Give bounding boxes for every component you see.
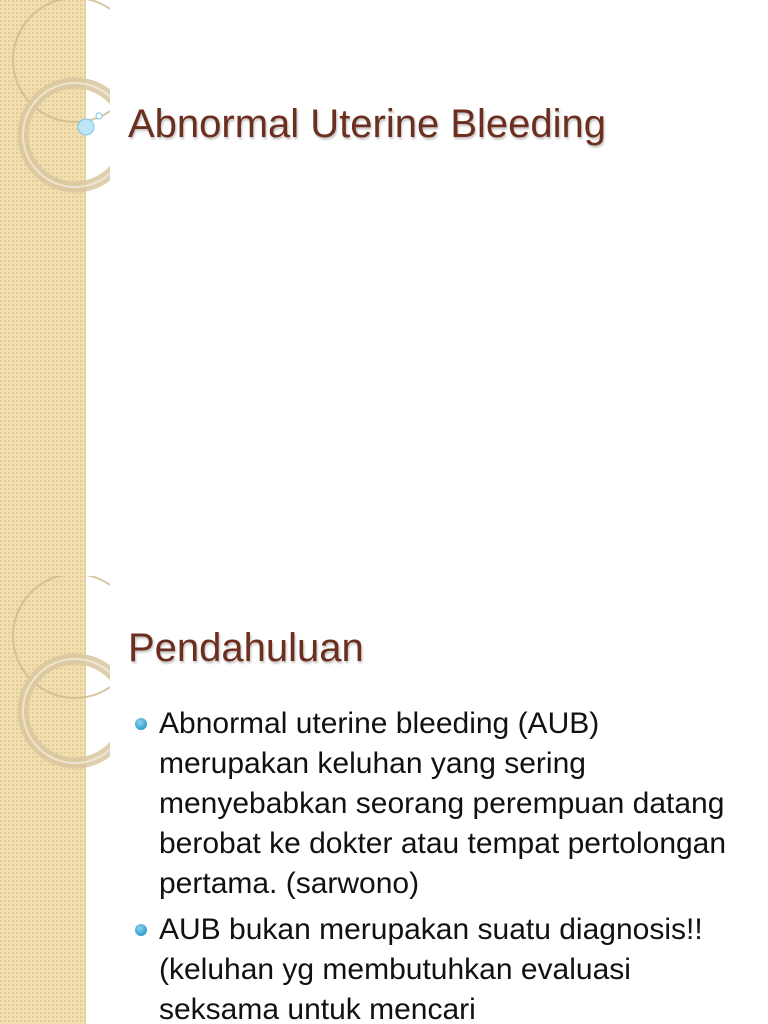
bullet-dot-icon	[135, 718, 147, 730]
list-item	[132, 704, 742, 904]
side-decoration-strip	[0, 0, 86, 576]
slide-title: Abnormal Uterine Bleeding	[128, 102, 607, 146]
list-item	[132, 910, 742, 1024]
bullet-dot-icon	[135, 924, 147, 936]
decorative-rings-icon	[0, 0, 110, 200]
slide-2	[0, 576, 768, 1024]
bullet-list	[132, 704, 742, 1024]
side-decoration-strip	[0, 576, 86, 1024]
bullet-text: Abnormal uterine bleeding (AUB) merupakan keluhan yang sering menyebabkan seorang perempuan datang berobat ke dokter atau tempat pertolongan pertama. (sarwono)	[159, 707, 727, 900]
decorative-rings-icon	[0, 576, 110, 776]
bullet-text: AUB bukan merupakan suatu diagnosis!! (keluhan yg membutuhkan evaluasi seksama untuk mencari	[159, 913, 703, 1024]
slide-title: Pendahuluan	[128, 626, 364, 670]
